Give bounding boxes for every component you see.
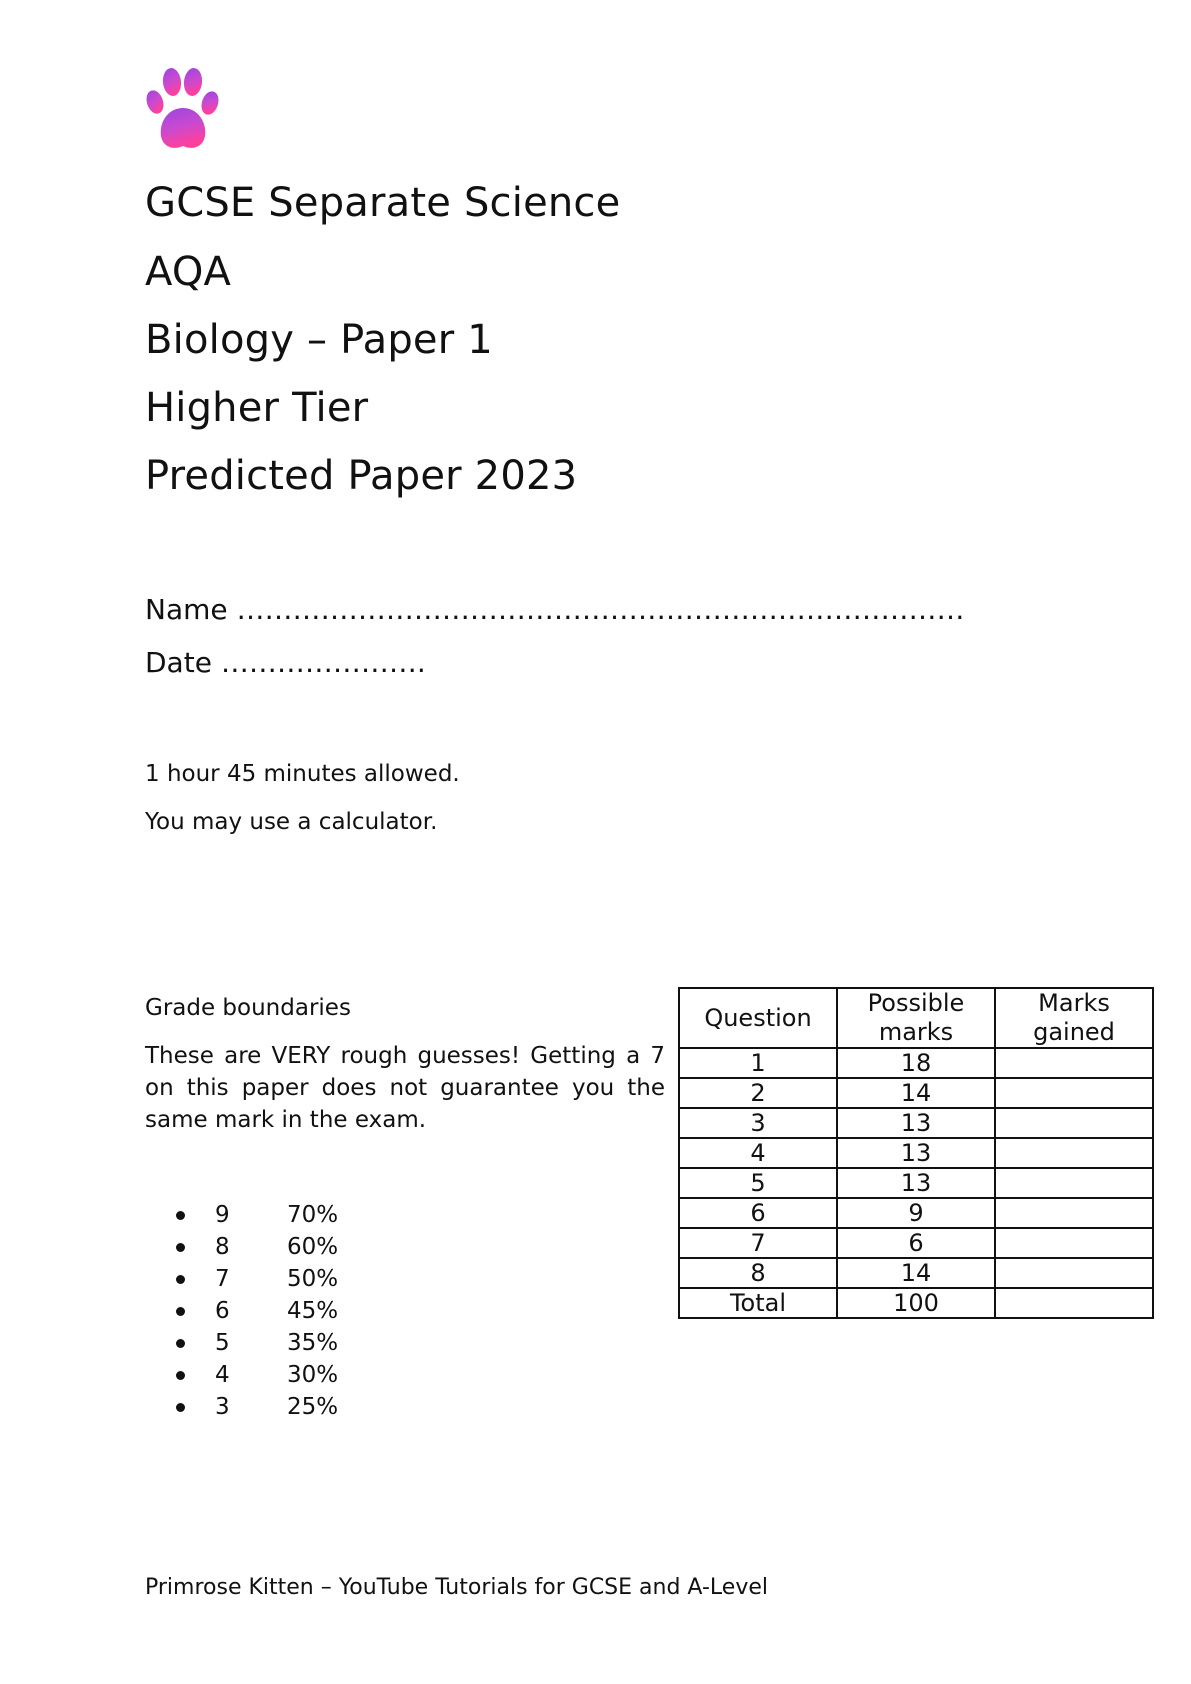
time-allowed-text: 1 hour 45 minutes allowed. xyxy=(145,761,460,787)
paper-title-board: AQA xyxy=(145,249,232,295)
marks-gained-cell xyxy=(995,1078,1153,1108)
grade-boundaries-heading: Grade boundaries xyxy=(145,995,351,1021)
total-gained-cell xyxy=(995,1288,1153,1318)
grade-item xyxy=(176,1391,338,1423)
grade-percent: 45% xyxy=(287,1298,339,1324)
grade-percent: 60% xyxy=(287,1234,339,1260)
question-cell: 5 xyxy=(679,1168,837,1198)
grade-value: 4 xyxy=(215,1362,230,1388)
question-cell: 7 xyxy=(679,1228,837,1258)
grade-value: 5 xyxy=(215,1330,230,1356)
date-field: Date …………………. xyxy=(145,646,426,679)
question-cell: 8 xyxy=(679,1258,837,1288)
bullet-icon xyxy=(176,1211,185,1220)
paper-title-qualification: GCSE Separate Science xyxy=(145,180,621,226)
grade-item xyxy=(176,1263,338,1295)
marks-table xyxy=(678,987,1154,1319)
table-row xyxy=(679,1108,1153,1138)
possible-marks-cell: 6 xyxy=(837,1228,995,1258)
possible-marks-cell: 13 xyxy=(837,1168,995,1198)
possible-marks-cell: 13 xyxy=(837,1108,995,1138)
grade-item xyxy=(176,1359,338,1391)
table-row xyxy=(679,1078,1153,1108)
header-possible-marks: Possible marks xyxy=(837,988,995,1048)
question-cell: 1 xyxy=(679,1048,837,1078)
possible-marks-cell: 18 xyxy=(837,1048,995,1078)
calculator-text: You may use a calculator. xyxy=(145,809,438,835)
question-cell: 4 xyxy=(679,1138,837,1168)
grade-item xyxy=(176,1327,338,1359)
table-total-row xyxy=(679,1288,1153,1318)
question-cell: 6 xyxy=(679,1198,837,1228)
header-question: Question xyxy=(679,988,837,1048)
bullet-icon xyxy=(176,1403,185,1412)
bullet-icon xyxy=(176,1339,185,1348)
table-row xyxy=(679,1258,1153,1288)
possible-marks-cell: 14 xyxy=(837,1258,995,1288)
table-row xyxy=(679,1138,1153,1168)
bullet-icon xyxy=(176,1275,185,1284)
paper-title-subject: Biology – Paper 1 xyxy=(145,317,493,363)
grade-value: 8 xyxy=(215,1234,230,1260)
grade-boundaries-list xyxy=(176,1199,338,1423)
marks-gained-cell xyxy=(995,1138,1153,1168)
table-row xyxy=(679,1228,1153,1258)
grade-percent: 30% xyxy=(287,1362,339,1388)
total-possible-cell: 100 xyxy=(837,1288,995,1318)
table-row xyxy=(679,1168,1153,1198)
paper-title-edition: Predicted Paper 2023 xyxy=(145,453,578,499)
possible-marks-cell: 9 xyxy=(837,1198,995,1228)
grade-value: 9 xyxy=(215,1202,230,1228)
paw-print-logo-icon xyxy=(145,66,221,152)
grade-percent: 25% xyxy=(287,1394,339,1420)
possible-marks-cell: 14 xyxy=(837,1078,995,1108)
marks-gained-cell xyxy=(995,1198,1153,1228)
grade-boundaries-note: These are VERY rough guesses! Getting a 7 on this paper does not guarantee you the same mark in the exam. xyxy=(145,1043,665,1133)
question-cell: 3 xyxy=(679,1108,837,1138)
name-field: Name …………………………………………………………………… xyxy=(145,593,965,626)
table-row xyxy=(679,1198,1153,1228)
marks-gained-cell xyxy=(995,1048,1153,1078)
paper-title-tier: Higher Tier xyxy=(145,385,369,431)
marks-gained-cell xyxy=(995,1258,1153,1288)
footer-text: Primrose Kitten – YouTube Tutorials for GCSE and A-Level xyxy=(145,1575,768,1600)
marks-gained-cell xyxy=(995,1108,1153,1138)
bullet-icon xyxy=(176,1307,185,1316)
grade-value: 6 xyxy=(215,1298,230,1324)
question-cell: 2 xyxy=(679,1078,837,1108)
grade-value: 7 xyxy=(215,1266,230,1292)
grade-item xyxy=(176,1199,338,1231)
grade-percent: 35% xyxy=(287,1330,339,1356)
header-marks-gained: Marks gained xyxy=(995,988,1153,1048)
grade-item xyxy=(176,1231,338,1263)
grade-value: 3 xyxy=(215,1394,230,1420)
possible-marks-cell: 13 xyxy=(837,1138,995,1168)
table-header-row xyxy=(679,988,1153,1048)
bullet-icon xyxy=(176,1371,185,1380)
grade-percent: 70% xyxy=(287,1202,339,1228)
grade-percent: 50% xyxy=(287,1266,339,1292)
bullet-icon xyxy=(176,1243,185,1252)
marks-gained-cell xyxy=(995,1228,1153,1258)
table-row xyxy=(679,1048,1153,1078)
grade-item xyxy=(176,1295,338,1327)
marks-gained-cell xyxy=(995,1168,1153,1198)
total-label-cell: Total xyxy=(679,1288,837,1318)
